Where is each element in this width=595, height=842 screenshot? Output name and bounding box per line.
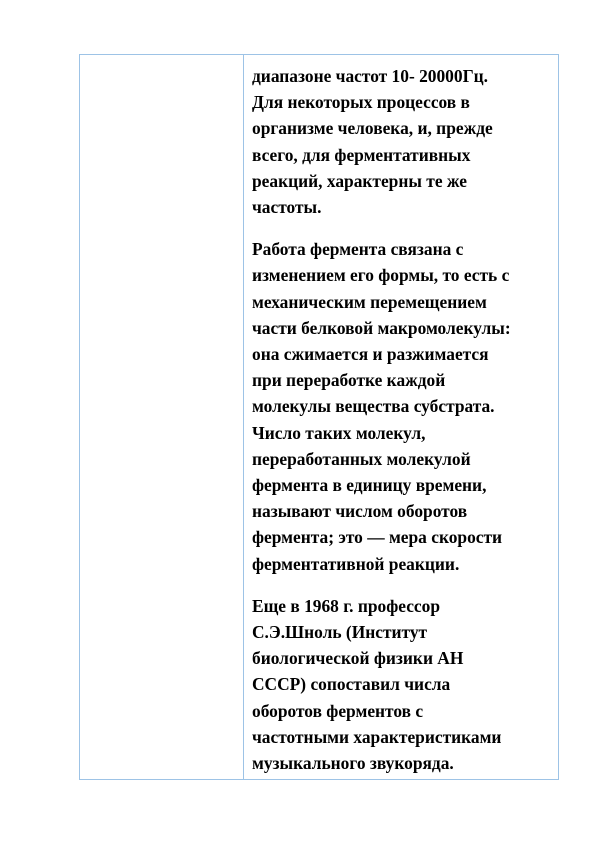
- table-cell-left: [80, 55, 244, 780]
- paragraph-enzyme-work: Работа фермента связана с изменением его формы, то есть с механическим перемещением части белковой макромолекулы: она сжимается и разжимается при переработке каждой молекулы вещества субстрата. Число таких молекул, переработанных молекулой фермента в единицу времени, называют числом оборотов фермента; это — мера скорости ферментативной реакции.: [252, 239, 511, 574]
- paragraph-shnol-research: Еще в 1968 г. профессор С.Э.Шноль (Институт биологической физики АН СССР) сопоставил числа оборотов ферментов с частотными характеристиками музыкального звукоряда.: [252, 595, 502, 774]
- table-cell-right: [244, 55, 559, 780]
- content-table: [79, 54, 559, 780]
- paragraph-frequency-range: диапазоне частот 10- 20000Гц. Для некоторых процессов в организме человека, и, прежде всего, для ферментативных реакций, характерны те же частоты.: [252, 66, 493, 218]
- table-row: [80, 55, 559, 780]
